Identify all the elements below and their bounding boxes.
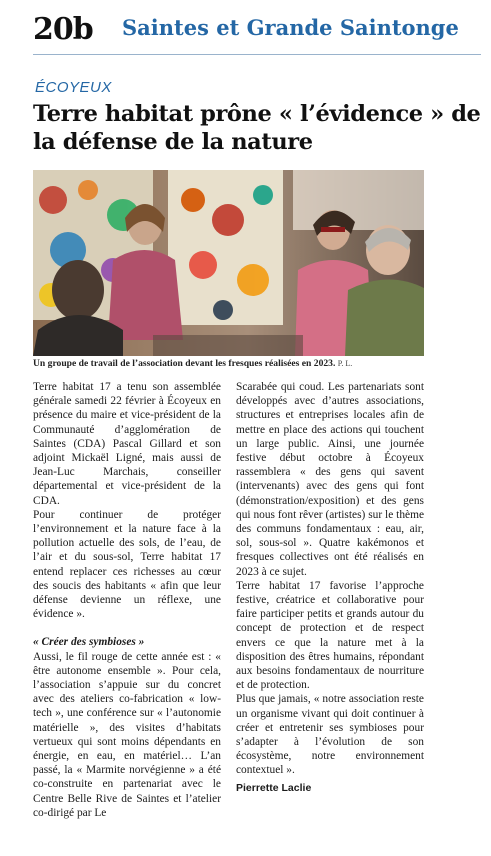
photo-caption (33, 357, 443, 370)
article-photo (33, 170, 424, 356)
photo-illustration (33, 170, 424, 356)
caption-text: Un groupe de travail de l’association devant les fresques réalisées en 2023. (33, 358, 336, 369)
header-divider (33, 54, 481, 55)
paragraph: Terre habitat 17 a tenu son assemblée générale samedi 22 février à Écoyeux en présence du maire et vice-président de la Communauté d’agglomération de Saintes (CDA) Pascal Gillard et son adjoint Mickaël Ligné, mais aussi de Jean-Luc Marchais, conseiller départemental et vice-président de la CDA. (33, 381, 221, 507)
paragraph: Pour continuer de protéger l’environnement et la nature face à la pollution actuelle des sols, de l’eau, de l’air et du sous-sol, Terre habitat 17 entend replacer ces richesses au cœur des soucis des habitants « afin que leur défense devienne un réflexe, une évidence ». (33, 508, 221, 621)
article-subhead: « Créer des symbioses » (33, 636, 145, 649)
page-header (0, 10, 491, 48)
article-column-left (33, 380, 221, 820)
paragraph: Scarabée qui coud. Les partenariats sont développés avec d’autres associations, structures et entreprises locales afin de mettre en place des actions qui touchent un large public. Ainsi, une journée festive début octobre à Écoyeux rassemblera « des gens qui savent (intervenants) avec des gens qui font (démonstration/exposition) et des gens qui nous font rêver (artistes) sur le thème des communs fondamentaux : eau, air, sol, sous-sol ». Quatre kakémonos et fresques collectives ont été réalisés en 2023 à ce sujet. (236, 381, 424, 578)
article-column-right (236, 380, 424, 795)
paragraph: Plus que jamais, « notre association reste un organisme vivant qui doit continuer à créer et entretenir ses symbioses pour s’adapter à l’évolution de son écosystème, notre environnement contextuel ». (236, 693, 424, 777)
paragraph: Aussi, le fil rouge de cette année est : « être autonome ensemble ». Pour cela, l’association s’appuie sur du concret avec des ateliers co-fabrication « low-tech », une conférence sur « l’autonomie matérielle », des visites d’habitats vertueux qui sont moins dépendants en énergie, en eau, en matériel… L’an passé, la « Marmite norvégienne » a été co-construite en partenariat avec le Centre Belle Rive de Saintes et l’atelier co-dirigé par Le (33, 650, 221, 819)
author-signature: Pierrette Laclie (236, 781, 312, 794)
photo-credit: P. L. (337, 359, 353, 368)
article-headline: Terre habitat prône « l’évidence » de la défense de la nature (33, 101, 481, 155)
paragraph: Terre habitat 17 favorise l’approche festive, créatrice et collaborative pour faire participer petits et grands autour du concept de protection et de respect envers ce que la nature met à la disposition des êtres humains, répondant aux besoins fondamentaux de nourriture et de protection. (236, 579, 424, 692)
article-kicker: ÉCOYEUX (35, 79, 112, 96)
section-title: Saintes et Grande Saintonge (122, 15, 459, 40)
page-number: 20b (33, 12, 93, 47)
